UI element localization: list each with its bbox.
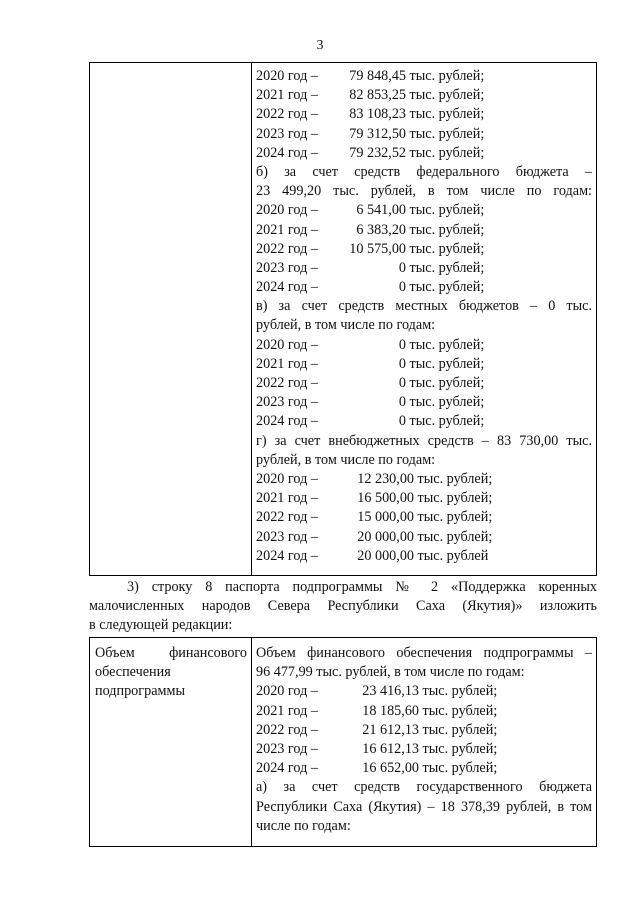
year-label: 2021 год – — [256, 702, 318, 719]
year-label: 2020 год – — [256, 683, 318, 700]
year-row — [256, 86, 592, 105]
amount-value: 21 612,13 — [362, 721, 419, 738]
text-line: 96 477,99 тыс. рублей, в том числе по годам: — [256, 664, 525, 681]
year-row — [256, 547, 592, 566]
amount-value: 20 000,00 — [357, 528, 414, 545]
amount-value: 10 575,00 — [349, 240, 406, 257]
year-row — [256, 489, 592, 508]
amount-unit: тыс. рублей; — [406, 259, 485, 276]
year-row — [256, 470, 592, 489]
amount-value: 79 232,52 — [349, 144, 406, 161]
year-label: 2020 год – — [256, 68, 318, 84]
amendment-paragraph — [89, 578, 597, 636]
year-row — [256, 759, 592, 778]
amount-unit: тыс. рублей; — [406, 336, 485, 353]
page-number: 3 — [316, 38, 324, 53]
text-line: рублей, в том числе по годам: — [256, 317, 436, 334]
text-line: Республики Саха (Якутия) – 18 378,39 рублей, в том — [256, 798, 592, 815]
amount-value: 18 185,60 — [362, 702, 419, 719]
amount-value: 79 312,50 — [349, 125, 406, 142]
amount-unit: тыс. рублей; — [414, 470, 493, 487]
amount-unit: тыс. рублей; — [406, 144, 485, 161]
table-right-cell — [252, 63, 596, 566]
amount-unit: тыс. рублей; — [406, 221, 485, 238]
amount-unit: тыс. рублей; — [406, 355, 485, 372]
amount-unit: тыс. рублей; — [406, 413, 485, 430]
year-label: 2020 год – — [256, 470, 318, 487]
year-label: 2024 год – — [256, 279, 318, 296]
year-label: 2022 год – — [256, 240, 318, 257]
paragraph-line: в следующей редакции: — [89, 617, 233, 634]
table-left-cell-label — [90, 638, 252, 846]
label-line: обеспечения — [95, 664, 171, 681]
year-row — [256, 508, 592, 527]
amount-unit: тыс. рублей; — [419, 683, 498, 700]
year-row — [256, 221, 592, 240]
amount-unit: тыс. рублей; — [414, 509, 493, 526]
table-left-cell-empty — [90, 63, 252, 575]
year-label: 2021 год – — [256, 355, 318, 372]
year-row — [256, 67, 592, 86]
year-row — [256, 702, 592, 721]
text-line: б) за счет средств федерального бюджета – — [256, 163, 592, 180]
year-row — [256, 259, 592, 278]
year-label: 2023 год – — [256, 259, 318, 276]
year-row — [256, 393, 592, 412]
financing-table-continued — [89, 62, 597, 576]
year-label: 2024 год – — [256, 144, 318, 161]
year-label: 2023 год – — [256, 125, 318, 142]
year-row — [256, 528, 592, 547]
amount-value: 6 541,00 — [356, 202, 406, 219]
year-row — [256, 412, 592, 431]
year-label: 2024 год – — [256, 413, 318, 430]
amount-value: 20 000,00 — [357, 547, 414, 564]
text-line: в) за счет средств местных бюджетов – 0 тыс. — [256, 298, 592, 315]
year-row — [256, 355, 592, 374]
year-row — [256, 240, 592, 259]
amount-value: 0 — [398, 413, 406, 430]
year-row — [256, 374, 592, 393]
year-label: 2022 год – — [256, 106, 318, 123]
year-row — [256, 125, 592, 144]
year-row — [256, 740, 592, 759]
year-label: 2020 год – — [256, 202, 318, 219]
text-line: числе по годам: — [256, 817, 351, 834]
year-label: 2024 год – — [256, 547, 318, 564]
year-row — [256, 201, 592, 220]
amount-unit: тыс. рублей; — [406, 68, 485, 84]
amount-value: 0 — [398, 394, 406, 411]
amount-unit: тыс. рублей; — [419, 721, 498, 738]
year-label: 2021 год – — [256, 221, 318, 238]
table-right-cell — [252, 638, 596, 836]
amount-unit: тыс. рублей; — [406, 394, 485, 411]
amount-value: 82 853,25 — [349, 87, 406, 104]
year-row — [256, 105, 592, 124]
year-label: 2021 год – — [256, 87, 318, 104]
text-line: а) за счет средств государственного бюджета — [256, 779, 592, 796]
year-label: 2021 год – — [256, 490, 318, 507]
year-row — [256, 336, 592, 355]
year-label: 2022 год – — [256, 375, 318, 391]
amount-value: 16 612,13 — [362, 740, 419, 757]
amount-value: 0 — [398, 336, 406, 353]
year-label: 2024 год – — [256, 760, 318, 777]
year-label: 2022 год – — [256, 721, 318, 738]
amount-unit: тыс. рублей; — [419, 740, 498, 757]
year-label: 2022 год – — [256, 509, 318, 526]
amount-value: 79 848,45 — [349, 68, 406, 84]
label-line: подпрограммы — [95, 683, 185, 700]
text-line: рублей, в том числе по годам: — [256, 451, 436, 468]
year-row — [256, 278, 592, 297]
label-line: Объем финансового — [95, 645, 247, 661]
paragraph-line: 3) строку 8 паспорта подпрограммы № 2 «Поддержка коренных — [127, 579, 597, 595]
paragraph-line: малочисленных народов Севера Республики Саха (Якутия)» изложить — [89, 598, 597, 615]
amount-value: 0 — [398, 279, 406, 296]
amount-unit: тыс. рублей; — [406, 375, 485, 391]
amount-unit: тыс. рублей; — [406, 279, 485, 296]
amount-unit: тыс. рублей; — [406, 125, 485, 142]
amount-value: 15 000,00 — [357, 509, 414, 526]
amount-value: 6 383,20 — [356, 221, 406, 238]
amount-value: 0 — [398, 259, 406, 276]
amount-unit: тыс. рублей; — [406, 240, 485, 257]
amount-value: 83 108,23 — [349, 106, 406, 123]
amount-unit: тыс. рублей — [414, 547, 489, 564]
text-line: 23 499,20 тыс. рублей, в том числе по годам: — [256, 183, 592, 200]
amount-value: 0 — [398, 355, 406, 372]
amount-value: 23 416,13 — [362, 683, 419, 700]
amount-value: 12 230,00 — [357, 470, 414, 487]
amount-unit: тыс. рублей; — [419, 702, 498, 719]
year-row — [256, 144, 592, 163]
year-row — [256, 721, 592, 740]
text-line: Объем финансового обеспечения подпрограммы – — [256, 645, 592, 661]
year-row — [256, 682, 592, 701]
year-label: 2020 год – — [256, 336, 318, 353]
year-label: 2023 год – — [256, 740, 318, 757]
text-line: г) за счет внебюджетных средств – 83 730,00 тыс. — [256, 432, 592, 449]
amount-unit: тыс. рублей; — [406, 87, 485, 104]
amount-unit: тыс. рублей; — [406, 106, 485, 123]
amount-unit: тыс. рублей; — [419, 760, 498, 777]
financing-table-subprogram-2 — [89, 637, 597, 847]
amount-value: 0 — [398, 375, 406, 391]
amount-unit: тыс. рублей; — [414, 528, 493, 545]
amount-value: 16 500,00 — [357, 490, 414, 507]
amount-value: 16 652,00 — [362, 760, 419, 777]
year-label: 2023 год – — [256, 528, 318, 545]
amount-unit: тыс. рублей; — [406, 202, 485, 219]
year-label: 2023 год – — [256, 394, 318, 411]
amount-unit: тыс. рублей; — [414, 490, 493, 507]
